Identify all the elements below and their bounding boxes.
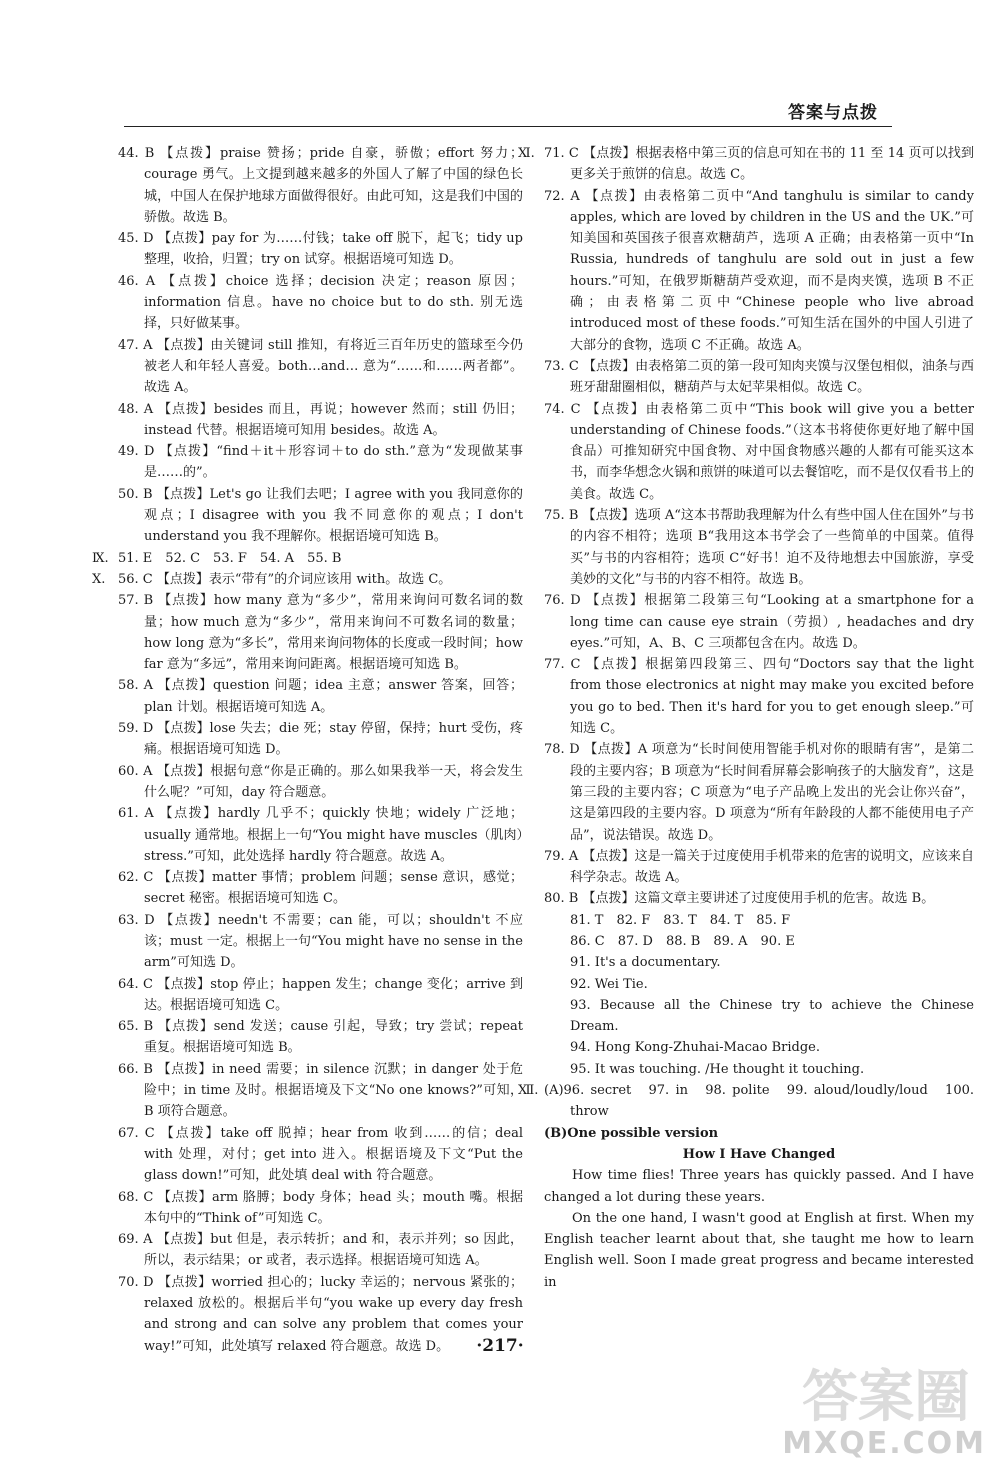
- question-number: 68. C: [118, 1189, 154, 1205]
- answer-text: 【点拨】根据第四段第三、四句“Doctors say that the light from those electronics at night may make you excited before you go to bed. Then it's hard for you to get enough sleep.”可知选 C。: [570, 657, 974, 737]
- section-mark: Ⅺ.: [518, 146, 535, 161]
- answer-item: [118, 761, 523, 804]
- question-number: 46. A: [118, 273, 156, 289]
- answer-item: [544, 399, 974, 505]
- section-mark: Ⅹ.: [92, 571, 106, 587]
- answer-text: 【点拨】选项 A“这本书帮助我理解为什么有些中国人住在国外”与书的内容不相符；选项 B“我用这本书学会了一些简单的中国菜。值得买”与书的内容相符；选项 C“好书！迫不及待地想去中国旅游，享受美妙的文化”与书的内容不相符。故选 B。: [570, 508, 974, 587]
- answer-text: 【点拨】hardly 几乎不；quickly 快地；widely 广泛地；usually 通常地。根据上一句“You might have muscles（肌肉）stress.”可知，此处选择 hardly 符合题意。故选 A。: [144, 806, 524, 864]
- question-number: 44. B: [118, 146, 155, 161]
- answer-item: [118, 143, 523, 228]
- question-number: 50. B: [118, 486, 153, 502]
- answer-item: [518, 1080, 974, 1123]
- answer-text: 【点拨】arm 胳膊；body 身体；head 头；mouth 嘴。根据本句中的“Think of”可知选 C。: [144, 1189, 523, 1226]
- answer-item: [118, 484, 523, 548]
- answer-item: [92, 548, 523, 569]
- answer-item: [544, 186, 974, 356]
- answer-text: 【点拨】表示“带有”的介词应该用 with。故选 C。: [156, 571, 452, 587]
- question-number: 45. D: [118, 231, 154, 247]
- answer-text: 【点拨】question 问题；idea 主意；answer 答案，回答；plan 计划。根据语境可知选 A。: [144, 678, 523, 715]
- page-header: [0, 98, 1000, 130]
- essay-paragraph: How time flies! Three years has quickly passed. And I have changed a lot during these years.: [544, 1168, 974, 1205]
- answer-text: 51. E 52. C 53. F 54. A 55. B: [118, 550, 342, 566]
- left-column: [92, 143, 524, 1357]
- answer-item: [544, 846, 974, 889]
- answer-text: 【点拨】这是一篇关于过度使用手机带来的危害的说明文，应该来自科学杂志。故选 A。: [570, 848, 974, 886]
- answer-text: 【点拨】A 项意为“长时间使用智能手机对你的眼睛有害”，是第二段的主要内容；B 项意为“长时间看屏幕会影响孩子的大脑发育”，这是第三段的主要内容；C 项意为“电子产品晚上发出的光会让你兴奋”，这是第四段的主要内容。D 项意为“所有年龄段的人都不能使用电子产品”，说法错误。故选 D。: [570, 742, 974, 843]
- answer-text: 【点拨】由表格第二页中“This book will give you a better understanding of Chinese foods.”（这本书将使你更好地了解中国食品）可推知研究中国食物、对中国食物感兴趣的人都有可能买这本书，而李华想念火锅和煎饼的味道可以去餐馆吃，而不是仅仅看书上的美食。故选 C。: [570, 401, 974, 502]
- essay-paragraph: On the one hand, I wasn't good at English at first. When my English teacher learnt about that, she taught me how to learn English well. Soon I made great progress and became interested in: [544, 1210, 974, 1290]
- answer-text: (A)96. secret 97. in 98. polite 99. aloud/loudly/loud 100. throw: [544, 1083, 974, 1120]
- question-number: 57. B: [118, 593, 154, 609]
- answer-item: [544, 654, 974, 739]
- answer-text: 【点拨】praise 赞扬；pride 自豪，骄傲；effort 努力；courage 勇气。上文提到越来越多的外国人了解了中国的绿色长城，中国人在保护地球方面做得很好。由此可知，这是我们中国的骄傲。故选 B。: [144, 146, 523, 225]
- section-mark: Ⅻ.: [518, 1083, 539, 1099]
- essay-label: (B)One possible version: [544, 1125, 719, 1141]
- answer-text: 【点拨】由表格第二页中“And tanghulu is similar to candy apples, which are loved by children in the US and the UK.”可知美国和英国孩子很喜欢糖葫芦，选项 A 正确；由表格第一页中“In Russia, hundreds of tanghulu are sold out in just a few hours.”可知，在俄罗斯糖葫芦受欢迎，而不是肉夹馍，选项 B 不正确；由表格第二页中“Chinese people who live abroad introduced most of these foods.”可知生活在国外的中国人引进了大部分的食物，选项 C 不正确。故选 A。: [570, 188, 974, 353]
- answer-item: [118, 718, 523, 761]
- answer-text: 【点拨】根据表格中第三页的信息可知在书的 11 至 14 页可以找到更多关于煎饼的信息。故选 C。: [570, 146, 974, 183]
- answer-item: [118, 1229, 523, 1272]
- question-number: 78. D: [544, 742, 580, 758]
- question-number: 60. A: [118, 763, 153, 779]
- answer-item: [118, 228, 523, 271]
- answer-line: 81. T 82. F 83. T 84. T 85. F: [570, 912, 791, 928]
- question-number: 67. C: [118, 1125, 155, 1141]
- answer-text: 【点拨】根据第二段第三句“Looking at a smartphone for a long time can cause eye strain（劳损）, headaches and dry eyes.”可知，A、B、C 三项都包含在内。故选 D。: [570, 593, 974, 651]
- question-number: 66. B: [118, 1061, 153, 1077]
- answer-text: 【点拨】Let's go 让我们去吧；I agree with you 我同意你的观点；I disagree with you 我不同意你的观点；I don't understand you 我不理解你。根据语境可知选 B。: [144, 486, 523, 545]
- answer-line: 95. It was touching. /He thought it touching.: [570, 1061, 865, 1077]
- answer-text: 【点拨】but 但是，表示转折；and 和，表示并列；so 因此，所以，表示结果；or 或者，表示选择。根据语境可知选 A。: [144, 1232, 524, 1269]
- answer-text: 【点拨】needn't 不需要；can 能，可以；shouldn't 不应该；must 一定。根据上一句“You might have no sense in the arm”可知选 D。: [144, 912, 523, 971]
- header-rule: [124, 126, 892, 127]
- answer-item: [544, 888, 974, 909]
- question-number: 72. A: [544, 188, 580, 204]
- question-number: 74. C: [544, 401, 581, 417]
- answer-item: [118, 675, 523, 718]
- answer-item: [118, 271, 523, 335]
- question-number: 71. C: [544, 146, 579, 161]
- question-number: 73. C: [544, 358, 579, 374]
- question-number: 49. D: [118, 444, 155, 460]
- question-number: 56. C: [118, 571, 153, 587]
- question-number: 58. A: [118, 678, 153, 694]
- question-number: 79. A: [544, 848, 579, 864]
- answer-item: [544, 739, 974, 845]
- answer-text: 【点拨】besides 而且，再说；however 然而；still 仍旧；instead 代替。根据语境可知用 besides。故选 A。: [144, 401, 523, 438]
- answer-text: 【点拨】take off 脱掉；hear from 收到……的信；deal with 处理，对付；get into 进入。根据语境及下文“Put the glass down!”可知，此处填 deal with 符合题意。: [144, 1125, 523, 1184]
- question-number: 80. B: [544, 891, 579, 907]
- watermark-site: MXQE.COM: [782, 1426, 986, 1461]
- answer-item: [544, 505, 974, 590]
- right-column: [518, 143, 974, 1293]
- section-mark: Ⅸ.: [92, 550, 109, 566]
- header-title: 答案与点拨: [788, 103, 878, 123]
- answer-item: [544, 356, 974, 399]
- answer-item: [118, 910, 523, 974]
- answer-text: 【点拨】pay for 为……付钱；take off 脱下，起飞；tidy up 整理，收拾，归置；try on 试穿。根据语境可知选 D。: [144, 231, 523, 268]
- essay-title: How I Have Changed: [682, 1146, 836, 1162]
- answer-line: 93. Because all the Chinese try to achieve the Chinese Dream.: [570, 997, 974, 1035]
- question-number: 48. A: [118, 401, 154, 417]
- answer-item: [118, 803, 523, 867]
- answer-text: 【点拨】matter 事情；problem 问题；sense 意识，感觉；secret 秘密。根据语境可知选 C。: [144, 870, 523, 907]
- question-number: 64. C: [118, 976, 153, 992]
- answer-item: [118, 1059, 523, 1123]
- question-number: 63. D: [118, 912, 155, 928]
- answer-item: [118, 335, 523, 399]
- answer-text: 【点拨】send 发送；cause 引起，导致；try 尝试；repeat 重复。根据语境可知选 B。: [144, 1019, 523, 1056]
- answer-line: 86. C 87. D 88. B 89. A 90. E: [570, 933, 795, 949]
- answer-line: 92. Wei Tie.: [570, 976, 648, 992]
- answer-item: [118, 441, 523, 484]
- watermark: [780, 1353, 990, 1463]
- answer-line: 94. Hong Kong-Zhuhai-Macao Bridge.: [570, 1040, 820, 1056]
- question-number: 61. A: [118, 806, 154, 822]
- question-number: 70. D: [118, 1274, 154, 1290]
- answer-text: 【点拨】worried 担心的；lucky 幸运的；nervous 紧张的；relaxed 放松的。根据后半句“you wake up every day fresh and strong and can solve any problem that comes your way!”可知，此处填写 relaxed 符合题意。故选 D。: [144, 1274, 524, 1354]
- answer-text: 【点拨】由关键词 still 推知，有将近三百年历史的篮球至今仍被老人和年轻人喜爱。both…and… 意为“……和……两者都”。故选 A。: [144, 337, 524, 396]
- answer-item: [118, 1123, 523, 1187]
- answer-item: [118, 399, 523, 442]
- question-number: 77. C: [544, 657, 581, 673]
- answer-item: [118, 590, 523, 675]
- answer-item: [518, 143, 974, 186]
- answer-text: 【点拨】in need 需要；in silence 沉默；in danger 处于危险中；in time 及时。根据语境及下文“No one knows?”可知，B 项符合题意。: [144, 1061, 523, 1120]
- answer-text: 【点拨】lose 失去；die 死；stay 停留，保持；hurt 受伤，疼痛。根据语境可知选 D。: [144, 721, 523, 758]
- answer-text: 【点拨】由表格第二页的第一段可知肉夹馍与汉堡包相似，油条与西班牙甜甜圈相似，糖葫芦与太妃苹果相似。故选 C。: [570, 358, 974, 396]
- answer-item: [118, 974, 523, 1017]
- answer-line: 91. It's a documentary.: [570, 955, 721, 971]
- answer-item: [118, 1016, 523, 1059]
- answer-item: [544, 590, 974, 654]
- answer-text: 【点拨】这篇文章主要讲述了过度使用手机的危害。故选 B。: [582, 891, 935, 907]
- watermark-logo: 答案圈: [802, 1365, 970, 1430]
- question-number: 65. B: [118, 1019, 154, 1035]
- question-number: 59. D: [118, 721, 154, 737]
- answer-text: 【点拨】choice 选择；decision 决定；reason 原因；information 信息。have no choice but to do sth. 别无选择，只好做某事。: [144, 273, 523, 332]
- answer-text: 【点拨】stop 停止；happen 发生；change 变化；arrive 到达。根据语境可知选 C。: [144, 976, 523, 1013]
- answer-text: 【点拨】how many 意为“多少”，常用来询问可数名词的数量；how much 意为“多少”，常用来询问不可数名词的数量；how long 意为“多长”，常用来询问物体的长度或一段时间；how far 意为“多远”，常用来询问距离。根据语境可知选 B。: [144, 593, 523, 673]
- answer-item: [118, 1187, 523, 1230]
- question-number: 69. A: [118, 1232, 153, 1248]
- answer-text: 【点拨】根据句意“你是正确的。那么如果我举一天，将会发生什么呢？”可知，day 符合题意。: [144, 763, 523, 800]
- question-number: 47. A: [118, 337, 153, 353]
- answer-item: [92, 569, 523, 590]
- page-number: ·217·: [476, 1336, 524, 1356]
- question-number: 76. D: [544, 593, 581, 609]
- question-number: 75. B: [544, 508, 579, 524]
- answer-text: 【点拨】“find＋it＋形容词＋to do sth.”意为“发现做某事是……的”。: [144, 444, 523, 481]
- question-number: 62. C: [118, 870, 154, 886]
- answer-item: [118, 867, 523, 910]
